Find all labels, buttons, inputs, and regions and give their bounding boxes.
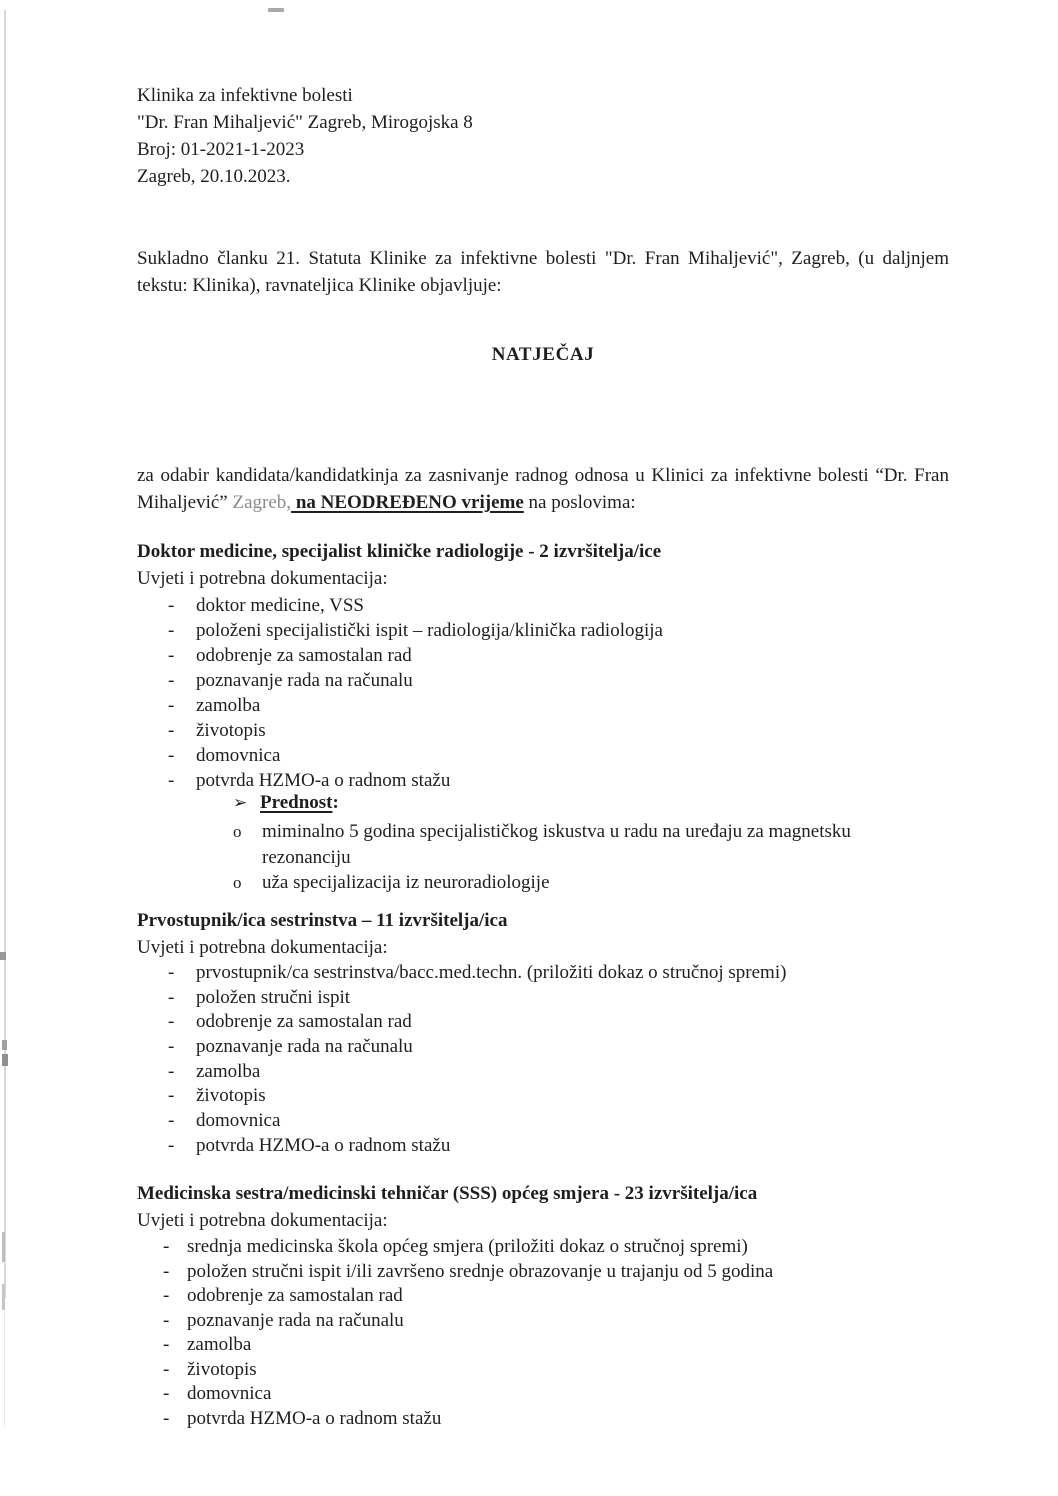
document-title: NATJEČAJ — [491, 344, 595, 365]
list-item: - odobrenje za samostalan rad — [137, 1285, 967, 1310]
list-item: - potvrda HZMO-a o radnom stažu — [137, 1408, 967, 1433]
list-item: - doktor medicine, VSS — [137, 595, 967, 620]
subject-emphasis: na NEODREĐENO vrijeme — [291, 492, 524, 514]
intro-paragraph: Sukladno članku 21. Statuta Klinike za infektivne bolesti "Dr. Fran Mihaljević", Zagreb, (u daljnjem tekstu: Klinika), ravnateljica Klinike objavljuje: — [137, 248, 949, 297]
dash-bullet: - — [168, 1060, 175, 1082]
subject-paragraph — [137, 462, 949, 517]
dash-bullet: - — [168, 645, 175, 666]
list-item: - poznavanje rada na računalu — [137, 1036, 967, 1061]
letterhead-address: "Dr. Fran Mihaljević" Zagreb, Mirogojska 8 — [137, 112, 473, 133]
subject-faded-word: Zagreb, — [232, 492, 292, 514]
dash-bullet: - — [168, 720, 175, 741]
dash-bullet: - — [168, 620, 175, 641]
section-subheading: Uvjeti i potrebna dokumentacija: — [137, 1210, 388, 1231]
list-item: - domovnica — [137, 1383, 967, 1408]
scan-artifact-speck — [2, 1232, 5, 1262]
list-item: - položen stručni ispit i/ili završeno srednje obrazovanje u trajanju od 5 godina — [137, 1261, 967, 1286]
dash-bullet: - — [168, 986, 175, 1008]
scan-artifact-left-line — [4, 10, 6, 1298]
list-item: - životopis — [137, 1085, 967, 1110]
dash-bullet: - — [168, 770, 175, 791]
scan-artifact-speck — [2, 1040, 7, 1050]
dash-bullet: - — [168, 670, 175, 691]
section-heading-prvostupnik: Prvostupnik/ica sestrinstva – 11 izvršitelja/ica — [137, 910, 508, 931]
scan-artifact-speck — [0, 952, 6, 960]
circle-bullet: o — [233, 873, 242, 892]
scan-artifact-left-line-2 — [4, 1298, 5, 1428]
scan-artifact-top-dash — [268, 8, 284, 12]
scan-artifact-speck — [2, 1284, 5, 1310]
list-item: - položen stručni ispit — [137, 987, 967, 1012]
section-heading-medicinska-sestra: Medicinska sestra/medicinski tehničar (SSS) općeg smjera - 23 izvršitelja/ica — [137, 1183, 758, 1204]
section-heading-doktor-medicine: Doktor medicine, specijalist kliničke radiologije - 2 izvršitelja/ice — [137, 541, 662, 562]
scan-artifact-speck — [2, 1054, 8, 1066]
list-item: - domovnica — [137, 1110, 967, 1135]
dash-bullet: - — [168, 595, 175, 616]
arrow-bullet-icon: ➢ — [233, 793, 248, 812]
dash-bullet: - — [168, 962, 175, 983]
advantage-item: o uža specijalizacija iz neuroradiologije — [233, 870, 944, 896]
list-item: - odobrenje za samostalan rad — [137, 645, 967, 670]
list-item: - zamolba — [137, 695, 967, 720]
dash-bullet: - — [163, 1407, 170, 1429]
section-subheading: Uvjeti i potrebna dokumentacija: — [137, 568, 388, 589]
list-item: - poznavanje rada na računalu — [137, 1310, 967, 1335]
list-item: - potvrda HZMO-a o radnom stažu — [137, 770, 967, 795]
section-subheading: Uvjeti i potrebna dokumentacija: — [137, 937, 388, 958]
list-item: - zamolba — [137, 1061, 967, 1086]
list-item: - zamolba — [137, 1334, 967, 1359]
dash-bullet: - — [168, 745, 175, 766]
advantage-item: o miminalno 5 godina specijalističkog iskustva u radu na uređaju za magnetsku rezonanciju — [233, 819, 944, 870]
requirements-list — [137, 595, 967, 795]
dash-bullet: - — [163, 1260, 170, 1282]
dash-bullet: - — [163, 1285, 170, 1306]
dash-bullet: - — [168, 1036, 175, 1058]
dash-bullet: - — [168, 1011, 175, 1033]
dash-bullet: - — [168, 1085, 175, 1107]
dash-bullet: - — [163, 1383, 170, 1404]
dash-bullet: - — [163, 1236, 170, 1257]
letterhead — [137, 82, 473, 190]
dash-bullet: - — [163, 1309, 170, 1331]
letterhead-date: Zagreb, 20.10.2023. — [137, 166, 291, 187]
advantage-heading: ➢ Prednost: — [233, 792, 339, 813]
requirements-list — [137, 962, 967, 1160]
requirements-list — [137, 1236, 967, 1432]
letterhead-org-name: Klinika za infektivne bolesti — [137, 85, 353, 106]
dash-bullet: - — [163, 1334, 170, 1355]
list-item: - domovnica — [137, 745, 967, 770]
circle-bullet: o — [233, 822, 242, 841]
list-item: - odobrenje za samostalan rad — [137, 1011, 967, 1036]
letterhead-ref-number: Broj: 01-2021-1-2023 — [137, 139, 305, 160]
list-item: - prvostupnik/ca sestrinstva/bacc.med.techn. (priložiti dokaz o stručnoj spremi) — [137, 962, 967, 987]
list-item: - životopis — [137, 720, 967, 745]
advantage-label: Prednost — [260, 792, 333, 813]
list-item: - potvrda HZMO-a o radnom stažu — [137, 1135, 967, 1160]
list-item: - poznavanje rada na računalu — [137, 670, 967, 695]
list-item: - životopis — [137, 1359, 967, 1384]
subject-text-after: na poslovima: — [523, 492, 636, 514]
list-item: - srednja medicinska škola općeg smjera (priložiti dokaz o stručnoj spremi) — [137, 1236, 967, 1261]
dash-bullet: - — [163, 1358, 170, 1380]
dash-bullet: - — [168, 1134, 175, 1156]
dash-bullet: - — [168, 1110, 175, 1132]
dash-bullet: - — [168, 695, 175, 716]
list-item: - položeni specijalistički ispit – radiologija/klinička radiologija — [137, 620, 967, 645]
subject-text: za odabir kandidata/kandidatkinja za zasnivanje radnog odnosa u Klinici za infektivne bolesti “Dr. Fran Mihaljević” — [137, 465, 949, 514]
